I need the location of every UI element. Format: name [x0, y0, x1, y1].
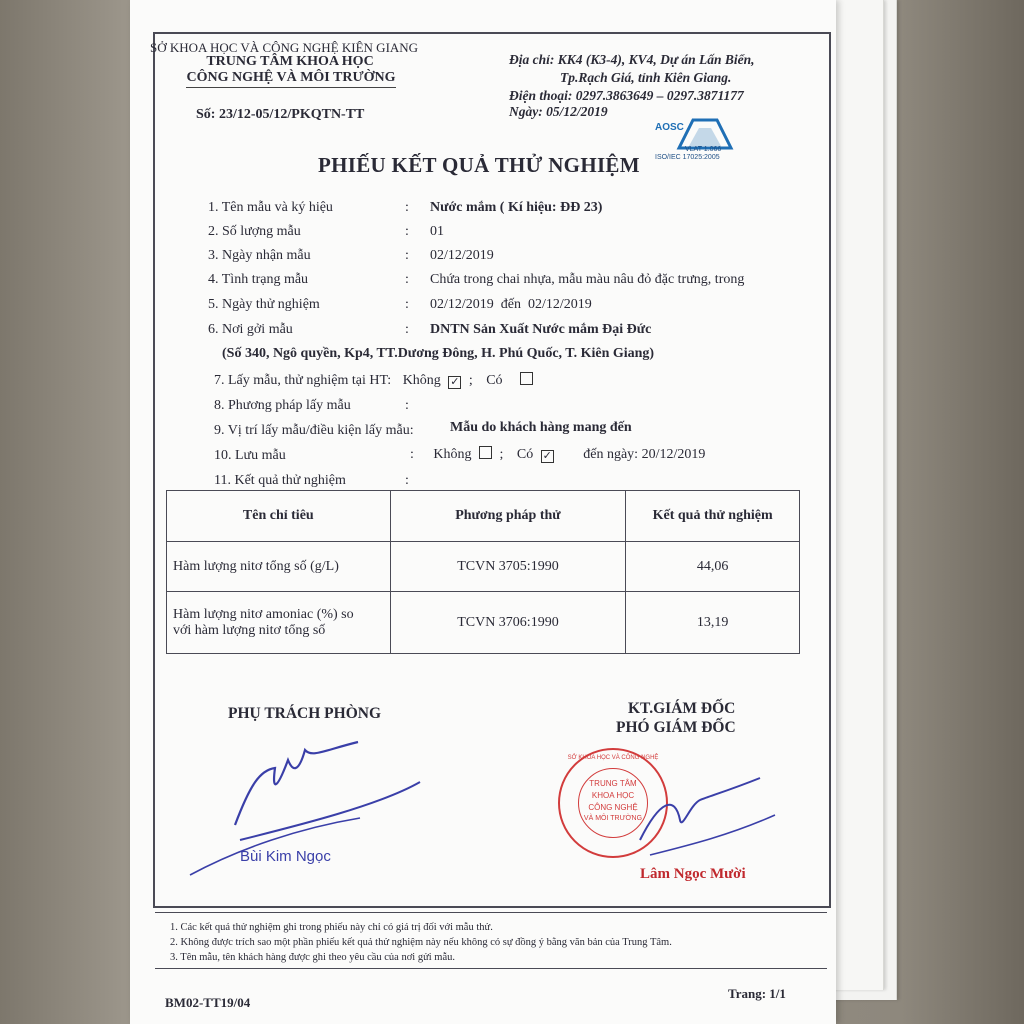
field-label: 3. Ngày nhận mẫu	[208, 248, 311, 263]
field10-options	[410, 446, 705, 463]
field-label: 11. Kết quả thử nghiệm	[214, 473, 346, 488]
ministry-name: SỞ KHOA HỌC VÀ CÔNG NGHỆ KIÊN GIANG	[150, 40, 419, 55]
field-value-sender: DNTN Sản Xuất Nước mắm Đại Đức	[430, 322, 652, 337]
logo-brand-text: AOSC	[655, 122, 684, 133]
footnote: 2. Không được trích sao một phần phiếu kết quả thử nghiệm này nếu không có sự đồng ý bằng văn bản của Trung Tâm.	[170, 937, 672, 948]
checkbox-empty-icon	[479, 446, 492, 459]
cell-parameter	[167, 592, 391, 654]
field-label: 9. Vị trí lấy mẫu/điều kiện lấy mẫu:	[214, 423, 414, 438]
option-separator: ;	[468, 373, 473, 388]
center-name-line1: TRUNG TÂM KHOA HỌC	[206, 54, 374, 69]
logo-code-text: VLAT 1.066	[685, 146, 722, 153]
seal-line2: KHOA HỌC	[591, 791, 635, 800]
cell-result: 13,19	[626, 592, 800, 654]
table-header-row	[167, 491, 800, 542]
logo-standard-text: ISO/IEC 17025:2005	[655, 154, 720, 161]
field-label: 2. Số lượng mẫu	[208, 224, 301, 239]
right-signer-title-line1: KT.GIÁM ĐỐC	[628, 700, 736, 717]
option-yes-label: Có	[516, 447, 534, 462]
checkbox-checked-icon: ✓	[542, 450, 552, 462]
option-no-label: Không	[402, 373, 441, 388]
field-value-sampling-location: Mẫu do khách hàng mang đến	[450, 420, 632, 435]
seal-line1: TRUNG TÂM	[589, 779, 637, 788]
field-colon: :	[405, 272, 409, 287]
address-line2: Tp.Rạch Giá, tỉnh Kiên Giang.	[560, 70, 732, 85]
field-value-test-dates: 02/12/2019 đến 02/12/2019	[430, 297, 592, 312]
footnote: 3. Tên mẫu, tên khách hàng được ghi theo yêu cầu của nơi gửi mẫu.	[170, 952, 456, 963]
field-colon: :	[405, 398, 409, 413]
field-label	[214, 372, 537, 389]
right-signer-title-line2: PHÓ GIÁM ĐỐC	[616, 719, 736, 736]
storage-until-date: đến ngày: 20/12/2019	[583, 447, 706, 462]
right-signer-name: Lâm Ngọc Mười	[640, 866, 746, 882]
field-value-sample-name: Nước mắm ( Kí hiệu: ĐĐ 23)	[430, 200, 603, 215]
cell-method: TCVN 3705:1990	[390, 542, 626, 592]
cell-parameter-line2: với hàm lượng nitơ tổng số	[173, 622, 326, 638]
field-colon: :	[405, 322, 409, 337]
header-underline	[186, 87, 396, 88]
left-signer-name: Bùi Kim Ngọc	[240, 848, 331, 865]
seal-line3: CÔNG NGHỆ	[588, 803, 638, 812]
right-signature-icon	[600, 760, 780, 880]
field-colon: :	[405, 248, 409, 263]
center-name-line2: CÔNG NGHỆ VÀ MÔI TRƯỜNG	[186, 70, 396, 85]
footnotes	[170, 920, 672, 965]
seal-line4: VÀ MÔI TRƯỜNG	[583, 815, 643, 822]
field-label: 1. Tên mẫu và ký hiệu	[208, 200, 333, 215]
field-colon: :	[405, 200, 409, 215]
table-row	[167, 542, 800, 592]
report-date: Ngày: 05/12/2019	[509, 104, 608, 119]
field-label: 8. Phương pháp lấy mẫu	[214, 398, 351, 413]
footnote: 1. Các kết quả thử nghiệm ghi trong phiếu này chỉ có giá trị đối với mẫu thử.	[170, 922, 493, 933]
column-header-parameter: Tên chỉ tiêu	[167, 491, 391, 542]
form-code: BM02-TT19/04	[165, 995, 251, 1010]
field-colon: :	[405, 473, 409, 488]
column-header-method: Phương pháp thử	[390, 491, 626, 542]
option-no-label: Không	[433, 447, 472, 462]
notes-divider	[155, 912, 827, 913]
option-yes-label: Có	[486, 373, 503, 388]
field-value-condition: Chứa trong chai nhựa, mẫu màu nâu đỏ đặc trưng, trong	[430, 272, 745, 287]
results-table	[166, 490, 800, 654]
option-separator: ;	[499, 447, 504, 462]
column-header-result: Kết quả thử nghiệm	[626, 491, 800, 542]
cell-parameter: Hàm lượng nitơ tổng số (g/L)	[167, 542, 391, 592]
document-title: PHIẾU KẾT QUẢ THỬ NGHIỆM	[318, 153, 640, 177]
field-colon: :	[405, 297, 409, 312]
field-value-quantity: 01	[430, 224, 444, 239]
phone: Điện thoại: 0297.3863649 – 0297.3871177	[509, 88, 744, 103]
cell-method: TCVN 3706:1990	[390, 592, 626, 654]
field-label: 6. Nơi gởi mẫu	[208, 322, 293, 337]
left-signer-title: PHỤ TRÁCH PHÒNG	[228, 705, 381, 722]
field-value-received-date: 02/12/2019	[430, 248, 494, 263]
field-label: 4. Tình trạng mẫu	[208, 272, 309, 287]
field-colon: :	[410, 447, 414, 462]
seal-ring-text: SỞ KHOA HỌC VÀ CÔNG NGHỆ	[567, 755, 659, 761]
field-label: 5. Ngày thử nghiệm	[208, 297, 320, 312]
address-line1: Địa chỉ: KK4 (K3-4), KV4, Dự án Lấn Biển,	[509, 52, 755, 67]
sender-address: (Số 340, Ngô quyền, Kp4, TT.Dương Đông, H. Phú Quốc, T. Kiên Giang)	[222, 346, 655, 361]
page-number: Trang: 1/1	[728, 986, 786, 1001]
field-colon: :	[405, 224, 409, 239]
table-row	[167, 592, 800, 654]
checkbox-empty-icon	[520, 372, 533, 385]
notes-bottom-divider	[155, 968, 827, 969]
checkbox-checked-icon: ✓	[450, 376, 460, 388]
document-number: Số: 23/12-05/12/PKQTN-TT	[196, 107, 365, 122]
field-label: 10. Lưu mẫu	[214, 448, 286, 463]
field7-label: 7. Lấy mẫu, thử nghiệm tại HT:	[214, 373, 392, 388]
cell-parameter-line1: Hàm lượng nitơ amoniac (%) so	[173, 606, 354, 622]
cell-result: 44,06	[626, 542, 800, 592]
accreditation-logo	[655, 112, 775, 162]
